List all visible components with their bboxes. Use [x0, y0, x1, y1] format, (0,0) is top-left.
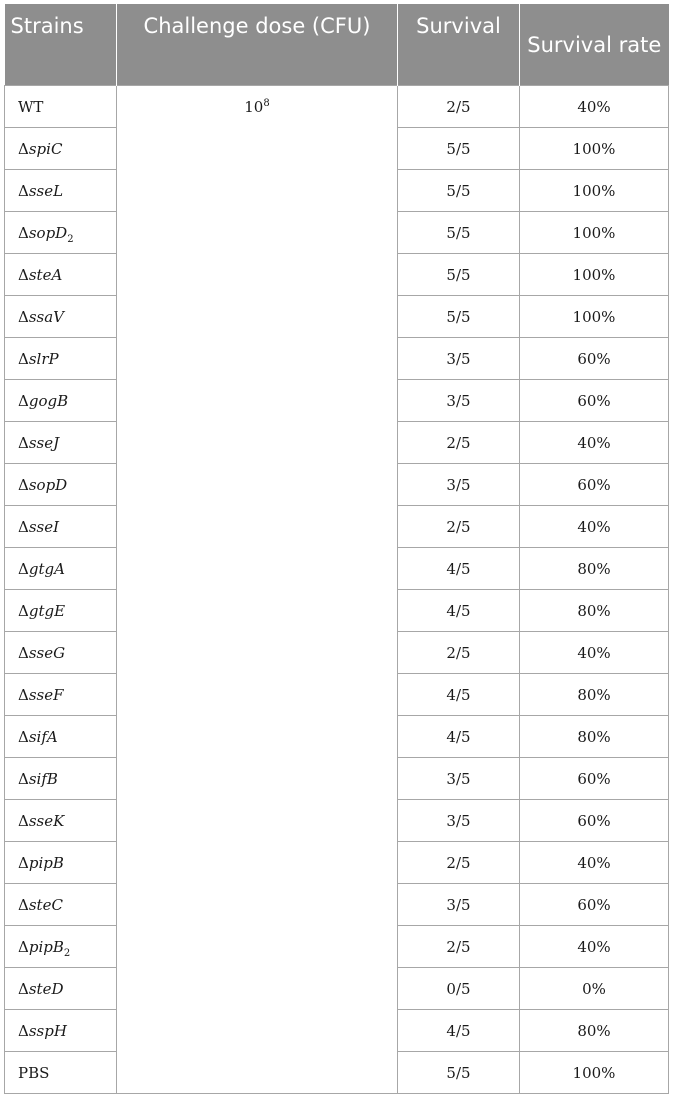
survival-rate-cell: 40%	[520, 842, 669, 884]
survival-cell: 5/5	[398, 128, 520, 170]
gene-name: sifB	[28, 769, 58, 788]
deletion-symbol: Δ	[18, 811, 29, 830]
survival-cell: 3/5	[398, 338, 520, 380]
survival-cell: 5/5	[398, 212, 520, 254]
deletion-symbol: Δ	[18, 223, 29, 242]
deletion-symbol: Δ	[18, 475, 29, 494]
survival-cell: 2/5	[398, 842, 520, 884]
header-row	[5, 4, 669, 86]
survival-rate-cell: 80%	[520, 716, 669, 758]
gene-name: slrP	[28, 349, 59, 368]
survival-rate-cell: 0%	[520, 968, 669, 1010]
survival-rate-cell: 60%	[520, 380, 669, 422]
survival-cell: 2/5	[398, 926, 520, 968]
strain-cell	[5, 254, 117, 296]
header-survival: Survival	[398, 4, 520, 86]
deletion-symbol: Δ	[18, 349, 29, 368]
gene-name: sopD	[28, 475, 68, 494]
survival-cell: 3/5	[398, 884, 520, 926]
gene-name: sseF	[28, 685, 64, 704]
deletion-symbol: Δ	[18, 979, 29, 998]
survival-rate-cell: 100%	[520, 128, 669, 170]
survival-cell: 4/5	[398, 590, 520, 632]
survival-rate-cell: 100%	[520, 296, 669, 338]
deletion-symbol: Δ	[18, 727, 29, 746]
gene-name: sseK	[28, 811, 65, 830]
strain-cell	[5, 548, 117, 590]
survival-rate-cell: 60%	[520, 758, 669, 800]
deletion-symbol: Δ	[18, 181, 29, 200]
survival-cell: 5/5	[398, 1052, 520, 1094]
strain-cell	[5, 506, 117, 548]
gene-subscript: 2	[67, 233, 74, 245]
survival-cell: 5/5	[398, 254, 520, 296]
survival-cell: 4/5	[398, 674, 520, 716]
survival-rate-cell: 40%	[520, 926, 669, 968]
gene-name: gogB	[28, 391, 69, 410]
survival-rate-cell: 60%	[520, 338, 669, 380]
survival-rate-cell: 100%	[520, 1052, 669, 1094]
strain-cell	[5, 464, 117, 506]
gene-name: steD	[28, 979, 64, 998]
strain-cell	[5, 674, 117, 716]
deletion-symbol: Δ	[18, 601, 29, 620]
strain-name: PBS	[18, 1063, 50, 1082]
survival-rate-cell: 100%	[520, 170, 669, 212]
strain-cell	[5, 842, 117, 884]
survival-cell: 0/5	[398, 968, 520, 1010]
gene-name: sifA	[28, 727, 58, 746]
survival-cell: 4/5	[398, 548, 520, 590]
deletion-symbol: Δ	[18, 139, 29, 158]
strain-cell	[5, 1010, 117, 1052]
deletion-symbol: Δ	[18, 643, 29, 662]
gene-name: gtgA	[28, 559, 65, 578]
survival-rate-cell: 40%	[520, 632, 669, 674]
survival-cell: 4/5	[398, 716, 520, 758]
survival-cell: 2/5	[398, 632, 520, 674]
survival-cell: 3/5	[398, 464, 520, 506]
survival-cell: 2/5	[398, 422, 520, 464]
survival-rate-cell: 40%	[520, 86, 669, 128]
deletion-symbol: Δ	[18, 265, 29, 284]
gene-subscript: 2	[63, 947, 71, 959]
deletion-symbol: Δ	[18, 853, 29, 872]
gene-name: pipB	[28, 937, 64, 956]
table-body	[5, 86, 669, 1094]
gene-name: pipB	[28, 853, 64, 872]
survival-cell: 5/5	[398, 296, 520, 338]
gene-name: sopD	[28, 223, 68, 242]
survival-rate-cell: 40%	[520, 506, 669, 548]
gene-name: steC	[28, 895, 63, 914]
survival-cell: 3/5	[398, 800, 520, 842]
survival-cell: 3/5	[398, 758, 520, 800]
gene-name: sspH	[28, 1021, 67, 1040]
deletion-symbol: Δ	[18, 307, 29, 326]
strain-cell	[5, 170, 117, 212]
strain-cell	[5, 128, 117, 170]
deletion-symbol: Δ	[18, 769, 29, 788]
gene-name: spiC	[28, 139, 63, 158]
gene-name: sseL	[28, 181, 64, 200]
strain-cell	[5, 1052, 117, 1094]
strain-cell	[5, 296, 117, 338]
deletion-symbol: Δ	[18, 391, 29, 410]
deletion-symbol: Δ	[18, 559, 29, 578]
header-survival-rate: Survival rate	[520, 4, 669, 86]
survival-rate-cell: 80%	[520, 590, 669, 632]
survival-rate-cell: 40%	[520, 422, 669, 464]
deletion-symbol: Δ	[18, 1021, 29, 1040]
strain-cell	[5, 800, 117, 842]
survival-rate-cell: 60%	[520, 884, 669, 926]
strain-cell	[5, 422, 117, 464]
deletion-symbol: Δ	[18, 517, 29, 536]
dose-base: 10	[244, 98, 264, 116]
gene-name: gtgE	[28, 601, 66, 620]
strain-cell	[5, 632, 117, 674]
survival-rate-cell: 80%	[520, 548, 669, 590]
gene-name: sseG	[28, 643, 66, 662]
survival-rate-cell: 80%	[520, 674, 669, 716]
survival-cell: 2/5	[398, 506, 520, 548]
header-strains: Strains	[5, 4, 117, 86]
challenge-dose-cell	[117, 86, 398, 1094]
strain-cell	[5, 716, 117, 758]
strain-cell	[5, 86, 117, 128]
strain-name: WT	[18, 97, 44, 116]
survival-rate-cell: 80%	[520, 1010, 669, 1052]
survival-cell: 5/5	[398, 170, 520, 212]
strain-cell	[5, 590, 117, 632]
survival-table	[4, 4, 669, 1094]
survival-rate-cell: 60%	[520, 800, 669, 842]
deletion-symbol: Δ	[18, 433, 29, 452]
strain-cell	[5, 212, 117, 254]
deletion-symbol: Δ	[18, 895, 29, 914]
strain-cell	[5, 758, 117, 800]
survival-cell: 2/5	[398, 86, 520, 128]
data-table-container	[4, 4, 668, 1083]
table-row	[5, 86, 669, 128]
strain-cell	[5, 380, 117, 422]
survival-cell: 3/5	[398, 380, 520, 422]
strain-cell	[5, 968, 117, 1010]
deletion-symbol: Δ	[18, 937, 29, 956]
survival-rate-cell: 100%	[520, 254, 669, 296]
strain-cell	[5, 884, 117, 926]
survival-cell: 4/5	[398, 1010, 520, 1052]
gene-name: steA	[28, 265, 63, 284]
strain-cell	[5, 338, 117, 380]
table-header	[5, 4, 669, 86]
gene-name: ssaV	[28, 307, 65, 326]
gene-name: sseI	[28, 517, 60, 536]
survival-rate-cell: 60%	[520, 464, 669, 506]
gene-name: sseJ	[28, 433, 60, 452]
dose-exponent: 8	[263, 98, 270, 109]
strain-cell	[5, 926, 117, 968]
deletion-symbol: Δ	[18, 685, 29, 704]
header-challenge-dose: Challenge dose (CFU)	[117, 4, 398, 86]
survival-rate-cell: 100%	[520, 212, 669, 254]
